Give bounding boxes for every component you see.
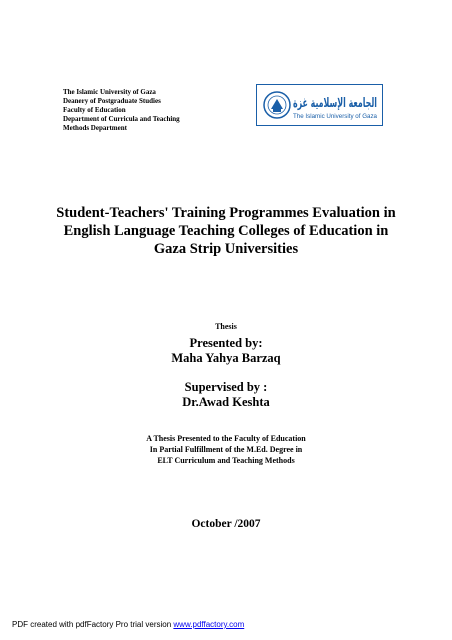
header-line-university: The Islamic University of Gaza [63, 88, 156, 96]
thesis-label: Thesis [215, 322, 237, 331]
header-line-department: Department of Curricula and Teaching [63, 115, 180, 123]
title-line-1: Student-Teachers' Training Programmes Evaluation in [56, 205, 396, 221]
pdf-footer [12, 620, 244, 629]
submission-date: October /2007 [191, 518, 261, 530]
description-line-1: A Thesis Presented to the Faculty of Education [146, 434, 306, 443]
thesis-title [40, 204, 412, 258]
footer-text: PDF created with pdfFactory Pro trial version [12, 620, 174, 629]
university-seal-icon [257, 85, 382, 125]
supervisor-name: Dr.Awad Keshta [182, 395, 270, 409]
header-line-methods: Methods Department [63, 124, 127, 132]
presented-by-label: Presented by: [189, 336, 263, 350]
pdffactory-link[interactable]: www.pdffactory.com [173, 620, 245, 629]
header-line-faculty: Faculty of Education [63, 106, 126, 114]
title-line-3: Gaza Strip Universities [153, 241, 299, 257]
logo-english-text: The Islamic University of Gaza [293, 113, 378, 120]
header-line-deanery: Deanery of Postgraduate Studies [63, 97, 161, 105]
description-line-2: In Partial Fulfillment of the M.Ed. Degree in [149, 445, 303, 454]
title-line-2: English Language Teaching Colleges of Education in [63, 223, 389, 239]
supervised-by-label: Supervised by : [184, 380, 268, 394]
author-name: Maha Yahya Barzaq [171, 351, 281, 365]
thesis-description [0, 433, 452, 466]
description-line-3: ELT Curriculum and Teaching Methods [157, 456, 295, 465]
institution-header [63, 88, 213, 133]
logo-arabic-text: الجامعة الإسلامية غزة [293, 96, 377, 111]
university-logo [256, 84, 383, 126]
